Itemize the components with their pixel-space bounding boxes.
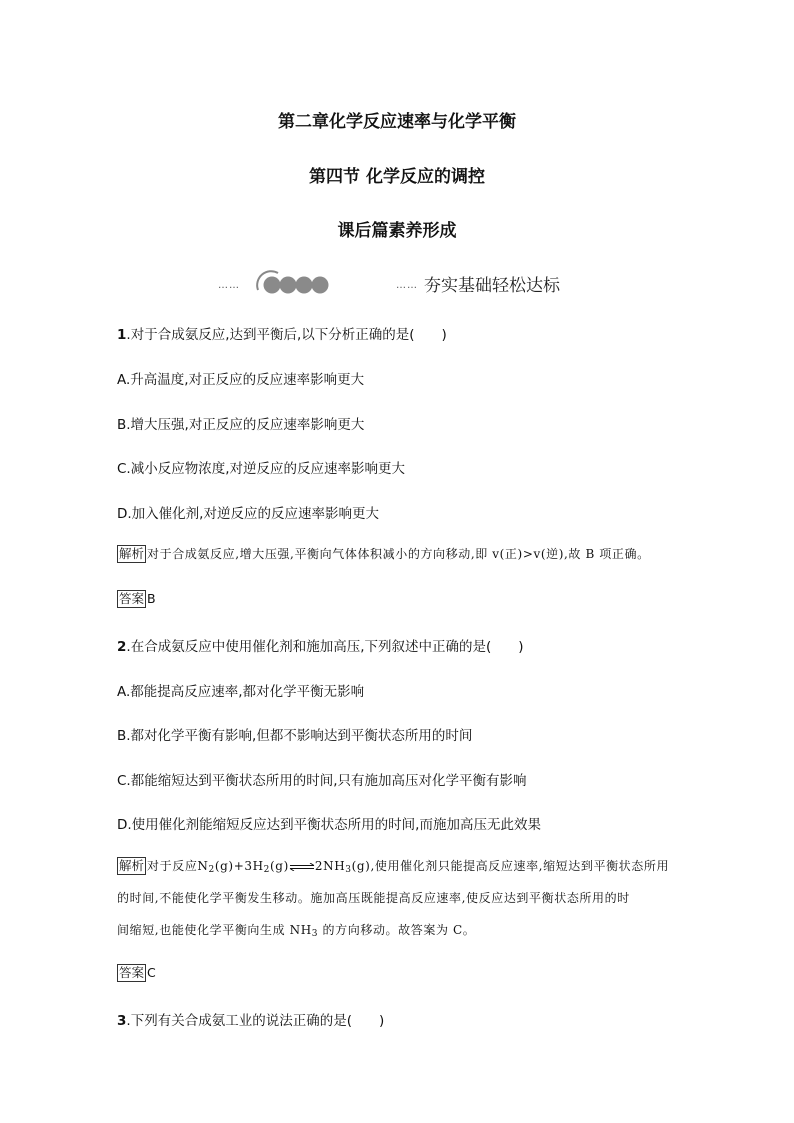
banner-dots-right: …… [396,280,418,291]
question-2-option-b: B.都对化学平衡有影响,但都不影响达到平衡状态所用的时间 [117,728,473,744]
question-1-option-c: C.减小反应物浓度,对逆反应的反应速率影响更大 [117,461,406,477]
question-1-option-d: D.加入催化剂,对逆反应的反应速率影响更大 [117,506,379,522]
question-1-option-a: A.升高温度,对正反应的反应速率影响更大 [117,372,365,388]
section-banner [218,268,598,296]
question-2-option-d: D.使用催化剂能缩短反应达到平衡状态所用的时间,而施加高压无此效果 [117,817,541,833]
question-2-analysis-line-1: 解析 对于反应$N_2(g)+3H_2(g)$ $2NH_3(g)$,使用催化剂只能提高反应速率,缩短达到平衡状态所用 [119,858,670,875]
question-3-stem: 3.下列有关合成氨工业的说法正确的是( ) [117,1013,385,1029]
question-2-option-a: A.都能提高反应速率,都对化学平衡无影响 [117,684,365,700]
question-1-option-b: B.增大压强,对正反应的反应速率影响更大 [117,417,365,433]
question-2-number: 2 [117,639,127,655]
analysis-label: 解析 [119,858,145,873]
question-1-stem: 1.对于合成氨反应,达到平衡后,以下分析正确的是( ) [117,327,447,343]
question-1-number: 1 [117,327,127,343]
banner-dots-left: …… [218,280,240,291]
question-3-number: 3 [117,1013,127,1029]
analysis-label: 解析 [119,546,145,561]
subsection-title: 课后篇素养形成 [337,221,457,241]
equilibrium-arrow-icon [289,863,315,871]
question-2-option-c: C.都能缩短达到平衡状态所用的时间,只有施加高压对化学平衡有影响 [117,773,527,789]
chapter-title: 第二章化学反应速率与化学平衡 [278,112,516,132]
question-1-analysis: 解析 对于合成氨反应,增大压强,平衡向气体体积减小的方向移动,即 v(正)>v(逆),故 B 项正确。 [119,546,650,561]
answer-label: 答案 [119,965,145,980]
question-2-answer: 答案 C [119,965,156,980]
banner-circles-icon [254,268,334,296]
banner-text: 夯实基础轻松达标 [424,276,560,296]
answer-label: 答案 [119,591,145,606]
question-2-analysis-line-2: 的时间,不能使化学平衡发生移动。施加高压既能提高反应速率,使反应达到平衡状态所用的时 [117,891,630,905]
section-title: 第四节 化学反应的调控 [309,167,485,187]
question-2-analysis-line-3: 间缩短,也能使化学平衡向生成 $NH_3$ 的方向移动。故答案为 C。 [117,923,476,939]
question-1-answer: 答案 B [119,591,156,606]
question-2-stem: 2.在合成氨反应中使用催化剂和施加高压,下列叙述中正确的是( ) [117,639,524,655]
